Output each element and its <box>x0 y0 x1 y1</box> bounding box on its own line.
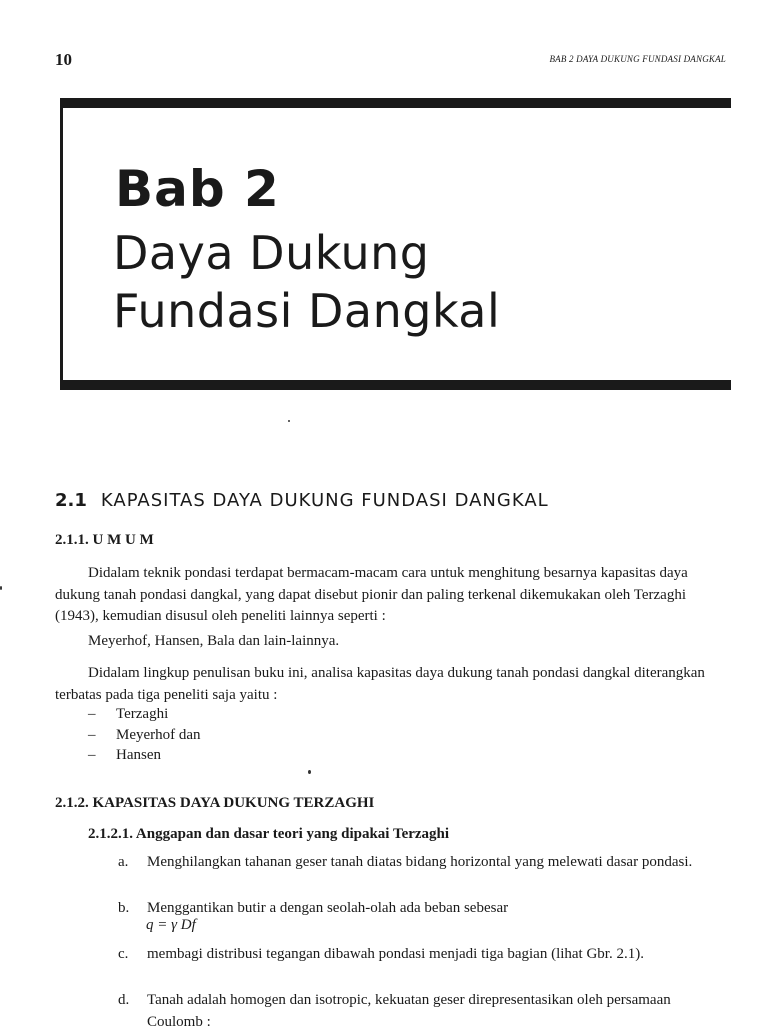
list-item: – Meyerhof dan <box>88 727 201 743</box>
chapter-label: Bab 2 <box>115 160 280 218</box>
chapter-title-line-2: Fundasi Dangkal <box>113 284 501 338</box>
chapter-box-bottom-rule <box>60 380 731 390</box>
scan-speck <box>0 586 2 590</box>
subsection-heading-terzaghi: 2.1.2. KAPASITAS DAYA DUKUNG TERZAGHI <box>55 795 375 811</box>
list-item-text: Hansen <box>116 747 161 763</box>
scan-speck <box>308 770 311 774</box>
scan-speck <box>288 420 290 422</box>
running-head: BAB 2 DAYA DUKUNG FUNDASI DANGKAL <box>549 54 726 64</box>
assumption-item-a <box>118 852 728 874</box>
list-item-text: Terzaghi <box>116 706 169 722</box>
paragraph-scope-text: Didalam lingkup penulisan buku ini, analisa kapasitas daya dukung tanah pondasi dangkal diterangkan terbatas pada tiga peneliti saja yaitu : <box>55 665 705 703</box>
section-heading <box>55 490 549 511</box>
assumption-item-d <box>118 990 728 1033</box>
assumption-item-b <box>118 898 728 920</box>
formula: q = γ Df <box>146 917 196 933</box>
paragraph-researchers: Meyerhof, Hansen, Bala dan lain-lainnya. <box>88 633 340 649</box>
item-label: d. <box>118 992 130 1008</box>
item-label: c. <box>118 946 129 962</box>
item-text: Tanah adalah homogen dan isotropic, kekuatan geser direpresentasikan oleh persamaan Coulomb : <box>147 992 671 1030</box>
list-item: – Terzaghi <box>88 706 169 722</box>
item-text: Menggantikan butir a dengan seolah-olah ada beban sebesar <box>147 900 509 916</box>
section-title: KAPASITAS DAYA DUKUNG FUNDASI DANGKAL <box>100 490 549 511</box>
item-text: Menghilangkan tahanan geser tanah diatas bidang horizontal yang melewati dasar pondasi. <box>147 854 693 870</box>
chapter-box-top-rule <box>60 98 731 108</box>
list-item-text: Meyerhof dan <box>116 727 201 743</box>
chapter-title-line-1: Daya Dukung <box>113 226 430 280</box>
item-text: membagi distribusi tegangan dibawah pondasi menjadi tiga bagian (lihat Gbr. 2.1). <box>147 946 644 962</box>
item-label: b. <box>118 900 130 916</box>
paragraph-intro-text: Didalam teknik pondasi terdapat bermacam-macam cara untuk menghitung besarnya kapasitas daya dukung tanah pondasi dangkal, yang dapat disebut pionir dan paling terkenal dikemukakan oleh Terzaghi (1943), kemudian disusul oleh peneliti lainnya seperti : <box>55 565 688 624</box>
subsection-heading-umum: 2.1.1. U M U M <box>55 532 154 548</box>
page-number: 10 <box>55 50 72 69</box>
item-label: a. <box>118 854 129 870</box>
section-number: 2.1 <box>55 490 87 511</box>
paragraph-intro <box>55 563 728 628</box>
paragraph-scope <box>55 663 728 706</box>
list-item: – Hansen <box>88 747 161 763</box>
sub-subsection-heading: 2.1.2.1. Anggapan dan dasar teori yang dipakai Terzaghi <box>88 826 450 842</box>
assumption-item-c <box>118 944 728 966</box>
